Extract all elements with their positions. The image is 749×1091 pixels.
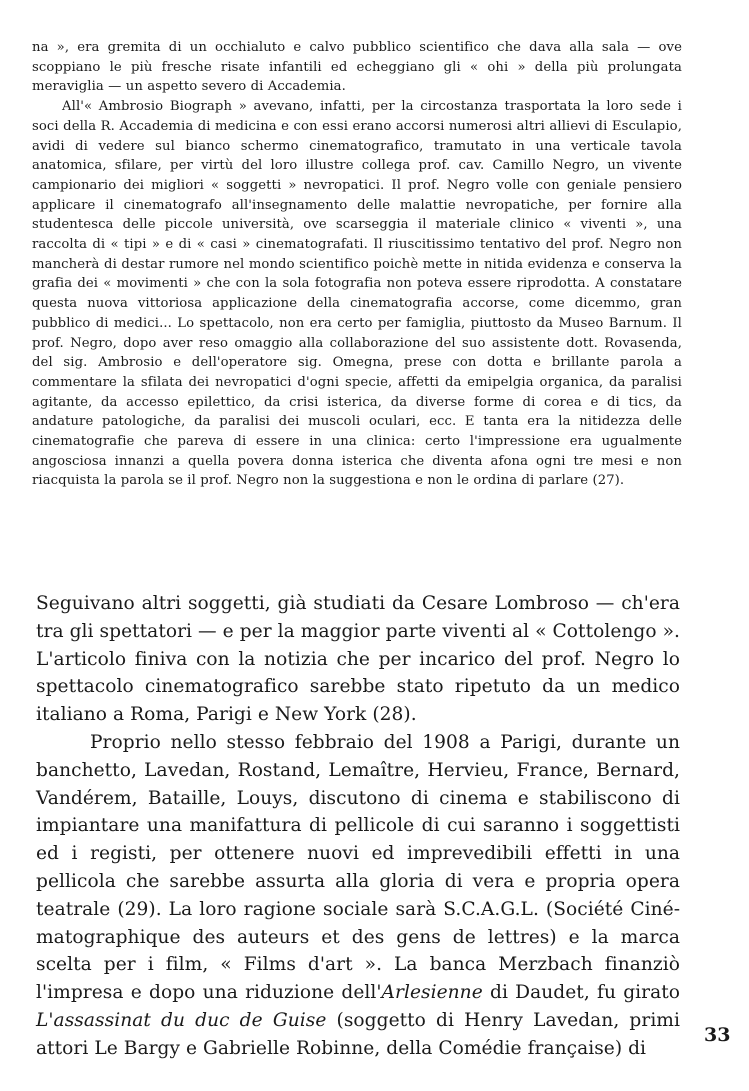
italic-title: L'assassinat du duc de Guise: [36, 1009, 327, 1031]
body-text-run: (soggetto di Henry Lavedan, primi attori Le Bargy e Gabrielle Robinne, della Comédie française) di: [36, 1009, 680, 1059]
quoted-article-block: [32, 38, 682, 491]
body-paragraph: [36, 729, 680, 1063]
italic-title: Arlesienne: [381, 982, 483, 1004]
quote-paragraph: na », era gremita di un occhialuto e calvo pubblico scientifico che dava alla sala — ove scoppiano le più fresche risate infantili ed echeggiano gli « ohi » della più prolungata meraviglia — un aspetto severo di Accademia.: [32, 40, 682, 95]
body-text-run: di Daudet, fu girato: [482, 982, 680, 1004]
page-number: 33: [704, 1024, 731, 1046]
main-text-block: [36, 590, 680, 1063]
body-paragraph: Seguivano altri soggetti, già studiati da Cesare Lombroso — ch'era tra gli spettatori — e per la maggior parte viventi al « Cottolengo ». L'articolo finiva con la notizia che per incarico del prof. Negro lo spettacolo cinematografico sarebbe stato ripetuto da un medico italiano a Roma, Parigi e New York (28).: [36, 593, 680, 726]
body-text-run: Proprio nello stesso febbraio del 1908 a Parigi, durante un banchetto, Lavedan, Rostand, Lemaître, Hervieu, France, Bernard, Vandérem, Bataille, Louys, discutono di cinema e stabiliscono di impiantare una manifattura di pellicole di cui saranno i soggettisti ed i registi, per ottenere nuovi ed imprevedibili effetti in una pellicola che sarebbe assurta alla gloria di vera e propria opera teatrale (29). La loro ragione sociale sarà S.C.A.G.L. (Société Cinématographique des auteurs et des gens de lettres) e la marca scelta per i film, « Films d'art ». La banca Merzbach finanziò l'impresa e dopo una riduzione dell': [36, 731, 680, 1004]
quote-paragraph: All'« Ambrosio Biograph » avevano, infatti, per la circostanza trasportata la loro sede i soci della R. Accademia di medicina e con essi erano accorsi numerosi altri allievi di Esculapio, avidi di vedere sul bianco schermo cinematografico, tramutato in una verticale tavola anatomica, sfilare, per virtù del loro illustre collega prof. cav. Camillo Negro, un vivente campionario dei migliori « soggetti » nevropatici. Il prof. Negro volle con geniale pensiero applicare il cinematografo all'insegnamento delle malattie nevropatiche, per fornire alla studentesca delle piccole università, ove scarseggia il materiale clinico « viventi », una raccolta di « tipi » e di « casi » cinematografati. Il riuscitissimo tentativo del prof. Negro non mancherà di destar rumore nel mondo scientifico poichè mette in nitida evidenza e conserva la grafia dei « movimenti » che con la sola fotografia non poteva essere riprodotta. A constatare questa nuova vittoriosa applicazione della cinematografia accorse, come dicemmo, gran pubblico di medici... Lo spettacolo, non era certo per famiglia, piuttosto da Museo Barnum. Il prof. Negro, dopo aver reso omaggio alla collaborazione del suo assistente dott. Rovasenda, del sig. Ambrosio e dell'operatore sig. Omegna, prese con dotta e brillante parola a commentare la sfilata dei nevropatici d'ogni specie, affetti da emipelgia organica, da paralisi agitante, da accesso epilettico, da crisi isterica, da diverse forme di corea e di tics, da andature patologiche, da paralisi dei muscoli oculari, ecc. E tanta era la nitidezza delle cinematografie che pareva di essere in una clinica: certo l'impressione era ugualmente angosciosa innanzi a quella povera donna isterica che diventa afona ogni tre mesi e non riacquista la parola se il prof. Negro non la suggestiona e non le ordina di parlare (27).: [32, 99, 682, 489]
